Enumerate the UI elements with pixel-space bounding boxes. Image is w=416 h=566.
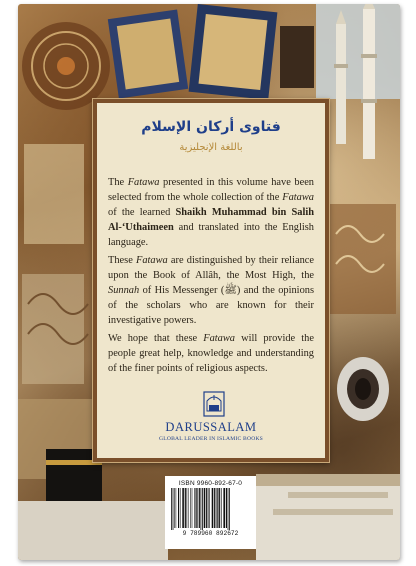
description-panel xyxy=(93,99,329,462)
barcode-bar xyxy=(185,488,186,528)
barcode-bar xyxy=(180,488,181,528)
barcode-bar xyxy=(206,488,207,528)
text-segment: will provide the people great help, knowledge and understanding of the finer points of religious aspects. xyxy=(108,333,314,374)
text-segment: of the learned xyxy=(108,207,176,218)
barcode-bar xyxy=(229,488,230,534)
darussalam-logo-icon xyxy=(203,391,225,417)
text-segment: and translated into the English language. xyxy=(108,222,314,248)
text-segment: of His Messenger (ﷺ) and the opinions of the scholars who are known for their investigative powers. xyxy=(108,285,315,326)
barcode-bar xyxy=(212,488,214,528)
description-paragraph xyxy=(108,331,314,376)
barcode-bar xyxy=(182,488,184,528)
barcode-bar xyxy=(171,488,172,534)
barcode-bar xyxy=(209,488,210,528)
text-segment: Fatawa xyxy=(135,255,168,266)
calligraphy-patches xyxy=(22,144,88,384)
barcode-bar xyxy=(174,488,175,528)
haram-courtyard xyxy=(256,474,400,560)
text-segment: Shaikh Muhammad bin Salih Al-‘Uthaimeen xyxy=(108,207,314,233)
barcode-bar xyxy=(228,488,229,534)
text-segment: are distinguished by their reliance upon the Book of Allâh, the Most High, the xyxy=(108,255,314,281)
text-segment: Fatawa xyxy=(282,192,314,203)
barcode-bar xyxy=(176,488,177,528)
barcode-bar xyxy=(204,488,206,528)
text-segment: We hope that these xyxy=(108,333,204,344)
barcode-bar xyxy=(219,488,220,528)
barcode-bar xyxy=(223,488,225,528)
text-segment: Fatawa xyxy=(203,333,235,344)
barcode-digits: 9 789960 892672 xyxy=(169,530,252,538)
description-text xyxy=(108,175,314,379)
barcode-bar xyxy=(187,488,188,528)
publisher-tagline: GLOBAL LEADER IN ISLAMIC BOOKS xyxy=(159,436,263,442)
barcode-bar xyxy=(178,488,179,528)
barcode-bar xyxy=(188,488,189,528)
barcode-bar xyxy=(226,488,227,528)
description-paragraph xyxy=(108,175,314,250)
text-segment: presented in this volume have been selected from the whole collection of the xyxy=(108,177,314,203)
barcode-bar xyxy=(197,488,198,528)
description-paragraph xyxy=(108,253,314,328)
manuscript-pages xyxy=(108,4,314,100)
barcode-bar xyxy=(202,488,203,534)
publisher-name: DARUSSALAM xyxy=(165,420,257,434)
barcode-bar xyxy=(221,488,222,528)
barcode-bar xyxy=(201,488,202,534)
book-back-cover xyxy=(18,4,400,560)
barcode-bar xyxy=(214,488,215,528)
text-segment: These xyxy=(108,255,136,266)
barcode-bar xyxy=(173,488,174,534)
barcode-bar xyxy=(216,488,217,528)
barcode-bar xyxy=(196,488,197,528)
barcode-label xyxy=(165,476,256,549)
text-segment: The xyxy=(108,177,128,188)
isbn-number: ISBN 9960-892-67-0 xyxy=(178,480,243,487)
ornament-medallion xyxy=(22,22,110,110)
barcode-bar xyxy=(208,488,209,528)
barcode-bar xyxy=(217,488,218,528)
barcode-bar xyxy=(199,488,200,528)
calligraphy-right xyxy=(330,204,396,314)
barcode-bar xyxy=(194,488,195,528)
text-segment: Fatawa xyxy=(127,177,160,188)
black-stone-frame xyxy=(337,357,389,421)
barcode-bar xyxy=(190,488,191,528)
text-segment: Sunnah xyxy=(108,285,140,296)
arabic-title: فتاوى أركان الإسلام xyxy=(141,119,281,135)
barcode-bar xyxy=(192,488,193,528)
arabic-subtitle: باللغة الإنجليزية xyxy=(179,142,243,153)
